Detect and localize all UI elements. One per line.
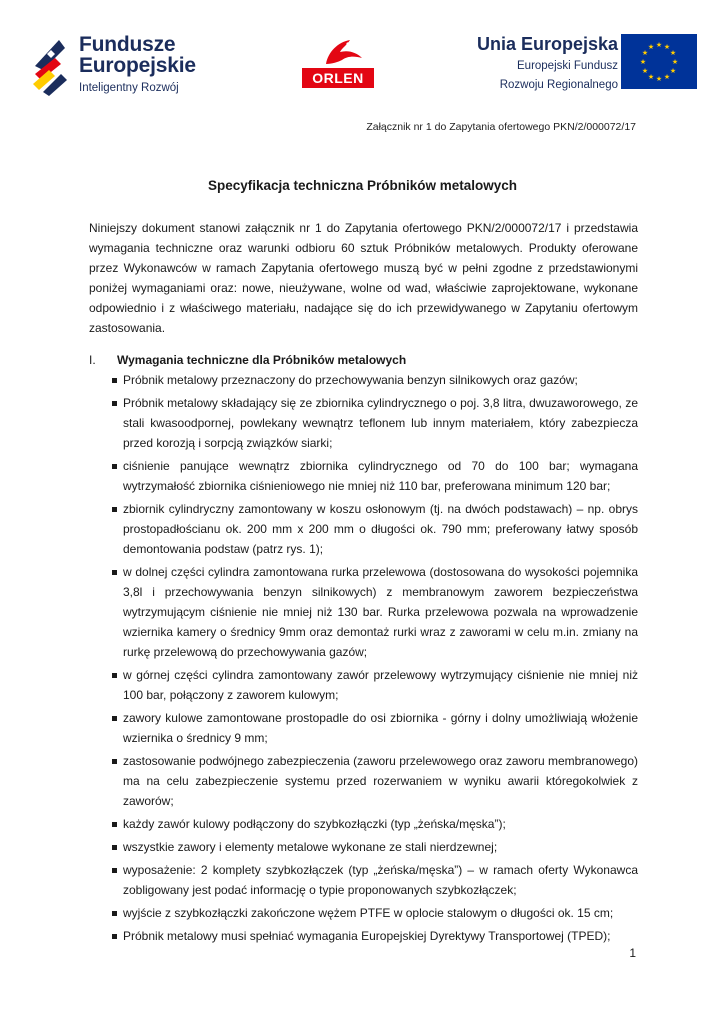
bullet-icon	[112, 845, 117, 850]
funds-logo-subtitle: Inteligentny Rozwój	[79, 82, 179, 94]
list-item	[89, 562, 638, 662]
bullet-icon	[112, 570, 117, 575]
orlen-wordmark: ORLEN	[302, 68, 374, 88]
list-item	[89, 708, 638, 748]
list-item-text: Próbnik metalowy musi spełniać wymagania Europejskiej Dyrektywy Transportowej (TPED);	[123, 929, 611, 943]
eu-logo	[476, 30, 710, 94]
svg-text:★: ★	[669, 49, 677, 57]
bullet-icon	[112, 868, 117, 873]
orlen-logo	[302, 36, 376, 92]
svg-text:★: ★	[655, 41, 663, 49]
svg-text:★: ★	[641, 67, 649, 75]
bullet-icon	[112, 401, 117, 406]
svg-text:★: ★	[647, 73, 655, 81]
funds-logo-mark-icon	[29, 30, 71, 100]
list-item	[89, 393, 638, 453]
bullet-icon	[112, 759, 117, 764]
bullet-icon	[112, 934, 117, 939]
list-item-text: wyposażenie: 2 komplety szybkozłączek (typ „żeńska/męska”) – w ramach oferty Wykonawca zobligowany jest podać informację o typie proponowanych szybkozłączek;	[123, 863, 638, 897]
svg-text:★: ★	[639, 58, 647, 66]
list-item-text: każdy zawór kulowy podłączony do szybkozłączki (typ „żeńska/męska”);	[123, 817, 506, 831]
requirements-list	[89, 370, 638, 946]
eu-logo-subtitle-1: Europejski Fundusz	[517, 60, 618, 72]
list-item-text: w dolnej części cylindra zamontowana rurka przelewowa (dostosowana do wysokości pojemnika 3,8l i przechowywania benzyn silnikowych) z membranowym zaworem bezpieczeństwa wytrzymującym ciśnienie nie mniej niż 130 bar. Rurka przelewowa pozwala na wprowadzenie wziernika kamery o średnicy 9mm oraz demontaż rurki wraz z zaworami w celu m.in. zmiany na rurkę przelewową do przechowywania gazów;	[123, 565, 638, 659]
list-item	[89, 456, 638, 496]
svg-text:★: ★	[669, 67, 677, 75]
funds-logo	[29, 30, 229, 100]
svg-text:★: ★	[671, 58, 679, 66]
svg-text:★: ★	[641, 49, 649, 57]
bullet-icon	[112, 822, 117, 827]
funds-logo-title-1: Fundusze	[79, 33, 176, 56]
svg-text:★: ★	[655, 75, 663, 83]
list-item	[89, 926, 638, 946]
list-item	[89, 751, 638, 811]
list-item-text: ciśnienie panujące wewnątrz zbiornika cylindrycznego od 70 do 100 bar; wymagana wytrzymałość zbiornika ciśnieniowego nie mniej niż 110 bar, preferowana minimum 120 bar;	[123, 459, 638, 493]
list-item	[89, 370, 638, 390]
bullet-icon	[112, 464, 117, 469]
requirements-section	[89, 350, 638, 949]
bullet-icon	[112, 911, 117, 916]
list-item	[89, 665, 638, 705]
list-item-text: wyjście z szybkozłączki zakończone wężem PTFE w oplocie stalowym o długości ok. 15 cm;	[123, 906, 614, 920]
eu-logo-subtitle-2: Rozwoju Regionalnego	[499, 79, 618, 91]
intro-paragraph: Niniejszy dokument stanowi załącznik nr 1 do Zapytania ofertowego PKN/2/000072/17 i przedstawia wymagania techniczne oraz warunki odbioru 60 sztuk Próbników metalowych. Produkty oferowane przez Wykonawców w ramach Zapytania ofertowego muszą być w pełni zgodne z przedstawionymi poniżej wymaganiami oraz: nowe, nieużywane, wolne od wad, właściwie zaprojektowane, wykonane odpowiednio i z właściwego materiału, nadające się do ich przewidywanego w Zapytaniu ofertowym zastosowania.	[89, 221, 638, 335]
list-item	[89, 903, 638, 923]
list-item-text: zawory kulowe zamontowane prostopadle do osi zbiornika - górny i dolny umożliwiają włożenie wziernika o średnicy 9 mm;	[123, 711, 638, 745]
list-item-text: Próbnik metalowy przeznaczony do przechowywania benzyn silnikowych oraz gazów;	[123, 373, 578, 387]
list-item	[89, 814, 638, 834]
list-item	[89, 499, 638, 559]
list-item-text: wszystkie zawory i elementy metalowe wykonane ze stali nierdzewnej;	[123, 840, 498, 854]
orlen-eagle-icon	[302, 36, 376, 68]
list-item	[89, 837, 638, 857]
bullet-icon	[112, 716, 117, 721]
bullet-icon	[112, 378, 117, 383]
attachment-note: Załącznik nr 1 do Zapytania ofertowego PKN/2/000072/17	[366, 121, 636, 133]
list-item-text: zbiornik cylindryczny zamontowany w koszu osłonowym (tj. na dwóch podstawach) – np. obrys prostopadłościanu ok. 200 mm x 200 mm o długości ok. 790 mm; preferowany łatwy sposób demontowania podstaw (patrz rys. 1);	[123, 502, 638, 556]
list-item-text: Próbnik metalowy składający się ze zbiornika cylindrycznego o poj. 3,8 litra, dwuzaworowego, ze stali kwasoodpornej, powlekany wewnątrz teflonem lub innym materiałem, który zabezpiecza przed korozją i sorpcją związków siarki;	[123, 396, 638, 450]
bullet-icon	[112, 673, 117, 678]
list-item-text: zastosowanie podwójnego zabezpieczenia (zaworu przelewowego oraz zaworu membranowego) ma na celu zabezpieczenie systemu przed rozerwaniem w wyniku awarii któregokolwiek z zaworów;	[123, 754, 638, 808]
page-number: 1	[629, 946, 636, 960]
section-number: I.	[89, 353, 96, 367]
section-heading	[89, 350, 638, 370]
eu-flag-icon	[621, 34, 697, 89]
section-heading-text: Wymagania techniczne dla Próbników metalowych	[117, 353, 407, 367]
funds-logo-title-2: Europejskie	[79, 54, 196, 77]
eu-logo-title: Unia Europejska	[476, 34, 618, 54]
bullet-icon	[112, 507, 117, 512]
svg-text:★: ★	[647, 43, 655, 51]
list-item-text: w górnej części cylindra zamontowany zawór przelewowy wytrzymujący ciśnienie nie mniej niż 100 bar, połączony z zaworem kulowym;	[123, 668, 638, 702]
svg-text:★: ★	[663, 43, 671, 51]
svg-text:★: ★	[663, 73, 671, 81]
list-item	[89, 860, 638, 900]
page-title: Specyfikacja techniczna Próbników metalowych	[207, 178, 518, 193]
